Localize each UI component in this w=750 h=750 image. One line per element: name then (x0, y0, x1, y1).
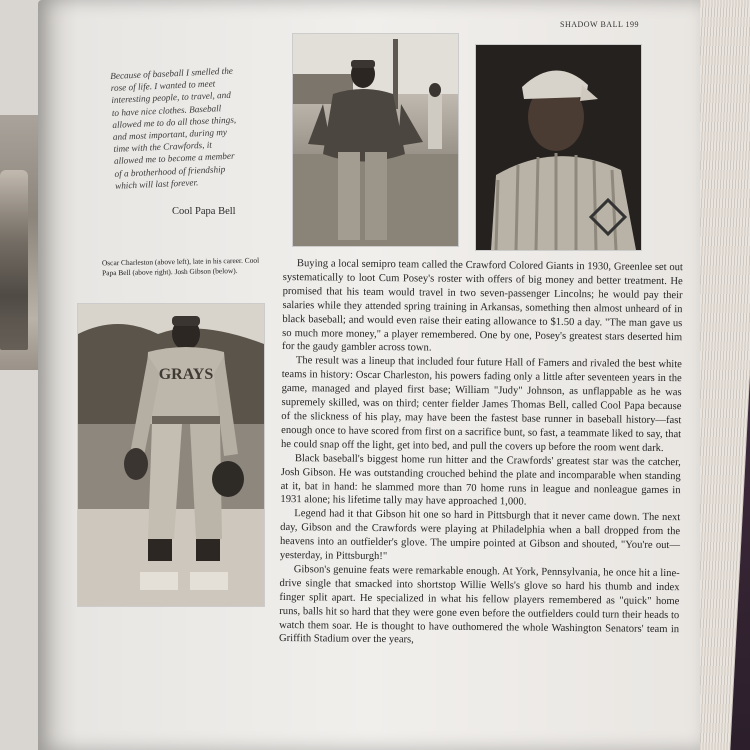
charleston-figure (293, 34, 458, 246)
left-page-figure (0, 170, 28, 350)
quote-line: rose of life. I wanted to meet (110, 78, 216, 94)
running-head: SHADOW BALL 199 (560, 20, 640, 29)
body-paragraph: Black baseball's biggest home run hitter and the Crawfords' greatest star was the catcher, Josh Gibson. He was outstanding crouched behind the plate and incomparable when standing at it, bat in hand: he slammed more than 70 home runs in league and nonleague games in 1931 alone; his lifetime tally may have approached 1,000. (280, 452, 681, 508)
quote-line: to have nice clothes. Baseball (111, 102, 222, 118)
gibson-figure (78, 304, 264, 606)
pull-quote (110, 63, 273, 192)
body-paragraph: Buying a local semipro team called the Crawford Colored Giants in 1930, Greenlee set out systematically to loot Cum Posey's roster with offers of big money and better treatment. He promised that his team would travel in two seven-passenger Lincolns; he would pay their salaries while they attended spring training in Arkansas, something then almost unheard of in black baseball; and would even raise their eating allowance to $1.50 a day. "The man gave us so much more money," a player remembered. One by one, Posey's greatest stars deserted him for the gaudy gambler across town. (282, 258, 683, 354)
quote-line: time with the Crawfords, it (113, 139, 213, 155)
quote-line: and most important, during my (112, 126, 228, 142)
bell-figure (476, 45, 641, 250)
body-paragraph: The result was a lineup that included four future Hall of Famers and rivaled the best white teams in history: Oscar Charleston, his powers fading only a little after seventeen years in the game, managed and played first base; William "Judy" Johnson, as unflappable as he was supremely skilled, was on third; center fielder James Thomas Bell, called Cool Papa because of the slickness of his play, may have been the fastest base runner in baseball history—fast enough once to have scored from first on a sacrifice bunt, so fast, a teammate liked to say, that he could snap off the light, get into bed, and pull the covers up before the room went dark. (280, 355, 682, 454)
body-paragraph: Gibson's genuine feats were remarkable enough. At York, Pennsylvania, he once hit a line-drive single that smacked into shortstop Willie Wells's glove so hard his thumb and index finger split apart. He specialized in what his fellow players remembered as "quick" home runs, balls hit so hard that they were gone even before the outfielders could turn their heads to watch them soar. He is thought to have outhomered the whole Washington Senators' team in Griffith Stadium over the years, (278, 564, 680, 646)
quote-line: Because of baseball I smelled the (110, 65, 234, 81)
quote-line: of a brotherhood of friendship (114, 163, 226, 179)
quote-line: which will last forever. (114, 177, 199, 191)
body-paragraph: Legend had it that Gibson hit one so hard in Pittsburgh that it never came down. The next day, Gibson and the Crawfords were playing at Philadelphia when a ball dropped from the heavens into an outfielder's glove. The umpire pointed at Gibson and shouted, "You're out—yesterday, in Pittsburgh!" (279, 508, 681, 563)
quote-line: allowed me to do all those things, (112, 114, 237, 130)
photo-caption: Oscar Charleston (above left), late in his career. Cool Papa Bell (above right). Josh Gibson (below). (101, 255, 260, 278)
photo-cool-papa-bell (475, 44, 642, 251)
photo-josh-gibson (77, 303, 265, 607)
article-body (279, 257, 683, 651)
photo-oscar-charleston (292, 33, 459, 247)
quote-line: interesting people, to travel, and (111, 90, 232, 106)
quote-line: allowed me to become a member (113, 151, 235, 167)
quote-author: Cool Papa Bell (172, 206, 236, 217)
gibson-jersey-text: GRAYS (158, 366, 214, 383)
